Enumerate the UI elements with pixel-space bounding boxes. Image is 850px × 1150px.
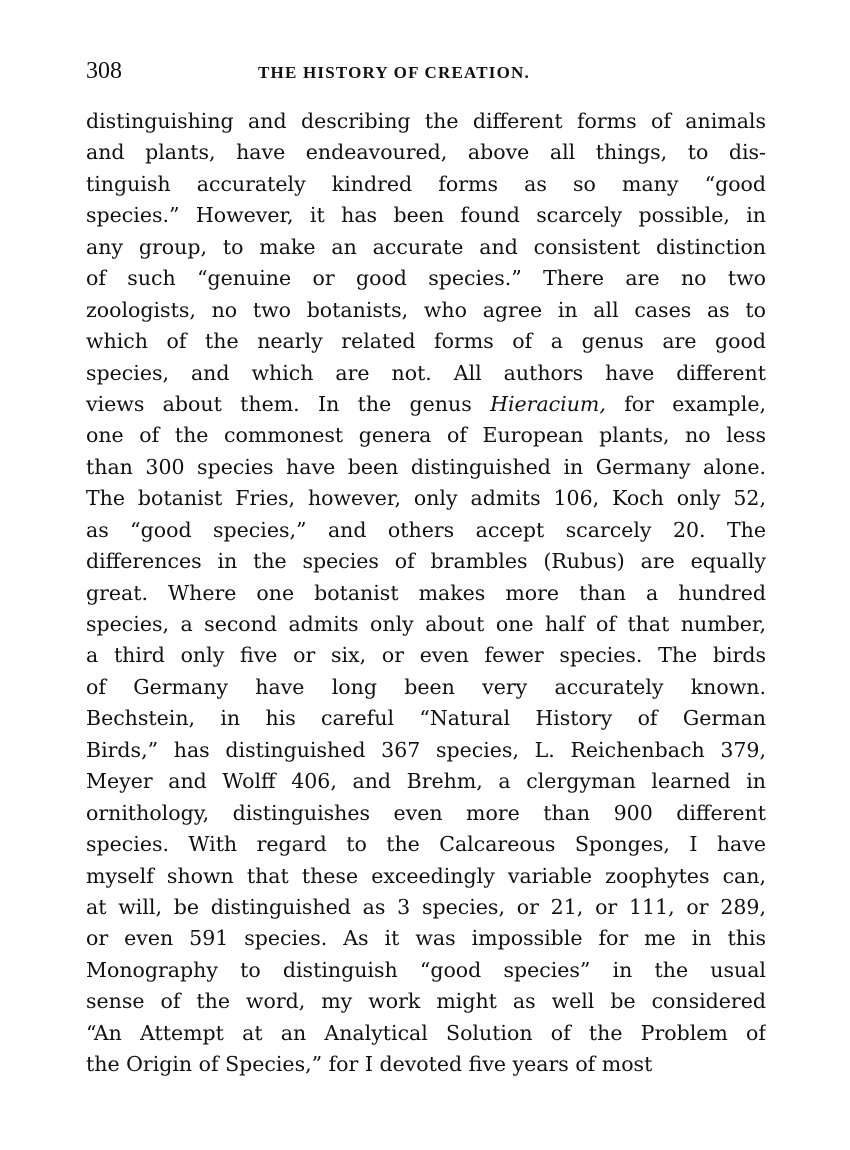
text-line: at will, be distinguished as 3 species, or 21, or 111, or 289, — [86, 894, 766, 919]
text-segment: views about them. In the genus — [86, 391, 472, 416]
text-line: “An Attempt at an Analytical Solution of the Problem of — [86, 1020, 766, 1045]
text-line: ornithology, distinguishes even more than 900 different — [86, 800, 766, 825]
text-segment: for example, — [624, 391, 766, 416]
text-line: as “good species,” and others accept scarcely 20. The — [86, 517, 766, 542]
running-title: THE HISTORY OF CREATION. — [258, 63, 530, 82]
text-line: species. With regard to the Calcareous Sponges, I have — [86, 832, 766, 857]
text-line: or even 591 species. As it was impossible for me in this — [86, 926, 766, 951]
running-head — [86, 58, 764, 88]
text-line: great. Where one botanist makes more than a hundred — [86, 580, 766, 605]
text-line: the Origin of Species,” for I devoted five years of most — [86, 1052, 653, 1077]
body-text — [86, 106, 766, 1081]
text-line: The botanist Fries, however, only admits 106, Koch only 52, — [86, 486, 766, 511]
text-line: species, a second admits only about one half of that number, — [86, 612, 766, 636]
text-line: tinguish accurately kindred forms as so many “good — [86, 171, 766, 196]
text-line: a third only five or six, or even fewer species. The birds — [86, 643, 766, 668]
text-line: differences in the species of brambles (Rubus) are equally — [86, 549, 766, 574]
page-number: 308 — [86, 58, 122, 84]
text-line: Birds,” has distinguished 367 species, L. Reichenbach 379, — [86, 737, 766, 762]
text-line: Meyer and Wolff 406, and Brehm, a clergyman learned in — [86, 769, 766, 794]
text-line: which of the nearly related forms of a genus are good — [86, 329, 766, 354]
text-line: of Germany have long been very accurately known. — [86, 674, 766, 699]
text-line: Monography to distinguish “good species” in the usual — [86, 957, 766, 982]
text-line: species, and which are not. All authors have different — [86, 360, 766, 385]
text-line: zoologists, no two botanists, who agree in all cases as to — [86, 297, 766, 322]
text-line: any group, to make an accurate and consistent distinction — [86, 234, 766, 259]
text-line: distinguishing and describing the different forms of animals — [86, 109, 766, 133]
text-line: and plants, have endeavoured, above all things, to dis- — [86, 140, 766, 165]
italic-genus-name: Hieracium, — [490, 391, 606, 416]
text-line: myself shown that these exceedingly variable zoophytes can, — [86, 863, 766, 888]
text-line-with-italic — [86, 389, 766, 420]
text-line: Bechstein, in his careful “Natural History of German — [86, 706, 766, 731]
text-line: of such “genuine or good species.” There are no two — [86, 266, 766, 291]
text-line: sense of the word, my work might as well be considered — [86, 989, 766, 1014]
text-line: than 300 species have been distinguished in Germany alone. — [86, 454, 766, 479]
text-line: species.” However, it has been found scarcely possible, in — [86, 203, 766, 228]
text-line: one of the commonest genera of European plants, no less — [86, 423, 766, 448]
